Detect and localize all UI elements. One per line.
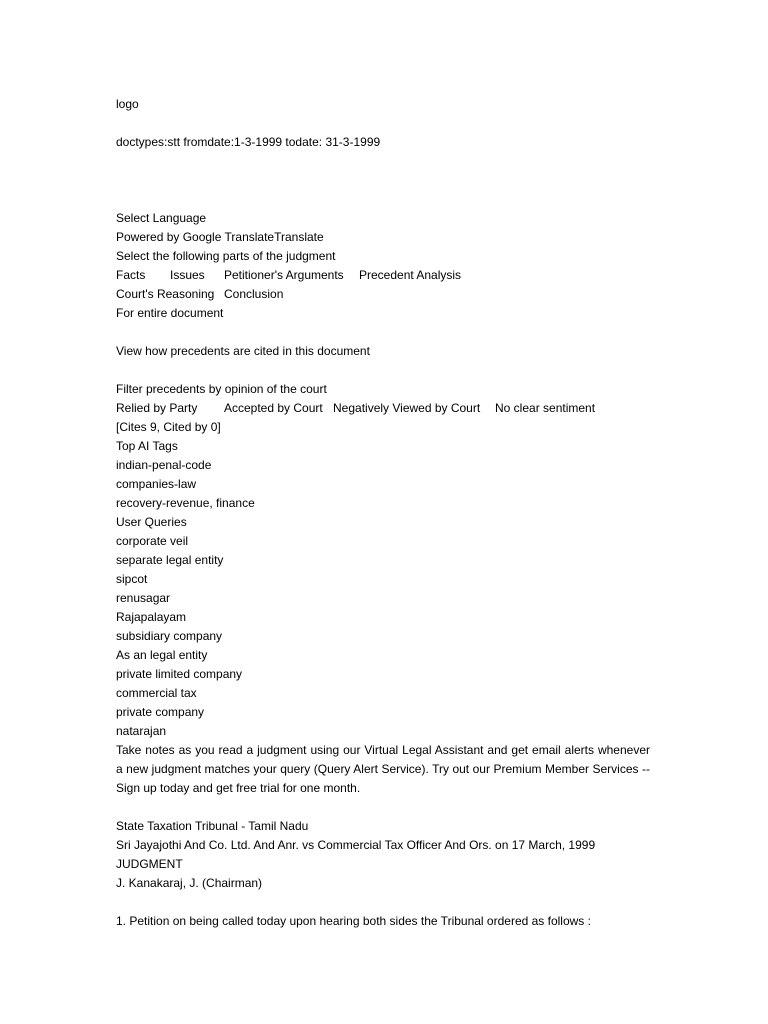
part-issues-button[interactable]: Issues	[170, 268, 205, 282]
logo: logo	[116, 97, 139, 111]
ai-tags-heading: Top AI Tags	[116, 439, 178, 453]
filter-no-clear-sentiment[interactable]: No clear sentiment	[495, 401, 596, 415]
user-query-item[interactable]: As an legal entity	[116, 648, 208, 662]
judgment-title: Sri Jayajothi And Co. Ltd. And Anr. vs Commercial Tax Officer And Ors. on 17 March, 1999	[116, 838, 596, 852]
filter-accepted-by-court[interactable]: Accepted by Court	[224, 401, 323, 415]
part-conclusion-button[interactable]: Conclusion	[224, 287, 284, 301]
user-query-item[interactable]: separate legal entity	[116, 553, 224, 567]
view-precedents-link[interactable]: View how precedents are cited in this document	[116, 344, 370, 358]
ai-tag-item[interactable]: indian-penal-code	[116, 458, 212, 472]
part-courts-reasoning-button[interactable]: Court's Reasoning	[116, 287, 215, 301]
user-query-item[interactable]: private company	[116, 705, 205, 719]
user-query-item[interactable]: sipcot	[116, 572, 148, 586]
powered-by-google-translate[interactable]: Powered by Google TranslateTranslate	[116, 230, 324, 244]
entire-document-button[interactable]: For entire document	[116, 306, 224, 320]
document-body	[116, 95, 650, 931]
user-query-item[interactable]: private limited company	[116, 667, 243, 681]
premium-promo-text: Take notes as you read a judgment using our Virtual Legal Assistant and get email alerts whenever a new judgment matches your query (Query Alert Service). Try out our Premium Member Services -- Sign up today and get free trial for one month.	[116, 743, 650, 795]
precedent-filter-heading: Filter precedents by opinion of the court	[116, 382, 327, 396]
precedent-filter-row	[116, 399, 650, 418]
ai-tag-item[interactable]: recovery-revenue, finance	[116, 496, 255, 510]
judgment-paragraph-1: 1. Petition on being called today upon hearing both sides the Tribunal ordered as follows :	[116, 914, 591, 928]
user-query-item[interactable]: commercial tax	[116, 686, 197, 700]
judgment-parts-row-2	[116, 285, 650, 304]
filter-relied-by-party[interactable]: Relied by Party	[116, 401, 198, 415]
user-query-item[interactable]: Rajapalayam	[116, 610, 187, 624]
judgment-parts-row-1	[116, 266, 650, 285]
user-queries-heading: User Queries	[116, 515, 187, 529]
ai-tag-item[interactable]: companies-law	[116, 477, 197, 491]
part-petitioners-arguments-button[interactable]: Petitioner's Arguments	[224, 268, 344, 282]
judgment-parts-heading: Select the following parts of the judgment	[116, 249, 336, 263]
doctype-filter: doctypes:stt fromdate:1-3-1999 todate: 31-3-1999	[116, 135, 381, 149]
part-facts-button[interactable]: Facts	[116, 268, 146, 282]
user-query-item[interactable]: corporate veil	[116, 534, 189, 548]
court-name: State Taxation Tribunal - Tamil Nadu	[116, 819, 309, 833]
user-query-item[interactable]: subsidiary company	[116, 629, 223, 643]
judgment-label: JUDGMENT	[116, 857, 183, 871]
judge-name: J. Kanakaraj, J. (Chairman)	[116, 876, 263, 890]
user-query-item[interactable]: renusagar	[116, 591, 171, 605]
part-precedent-analysis-button[interactable]: Precedent Analysis	[359, 268, 462, 282]
filter-negatively-viewed[interactable]: Negatively Viewed by Court	[333, 401, 481, 415]
select-language-dropdown[interactable]: Select Language	[116, 211, 207, 225]
cites-count: [Cites 9, Cited by 0]	[116, 420, 221, 434]
user-query-item[interactable]: natarajan	[116, 724, 167, 738]
